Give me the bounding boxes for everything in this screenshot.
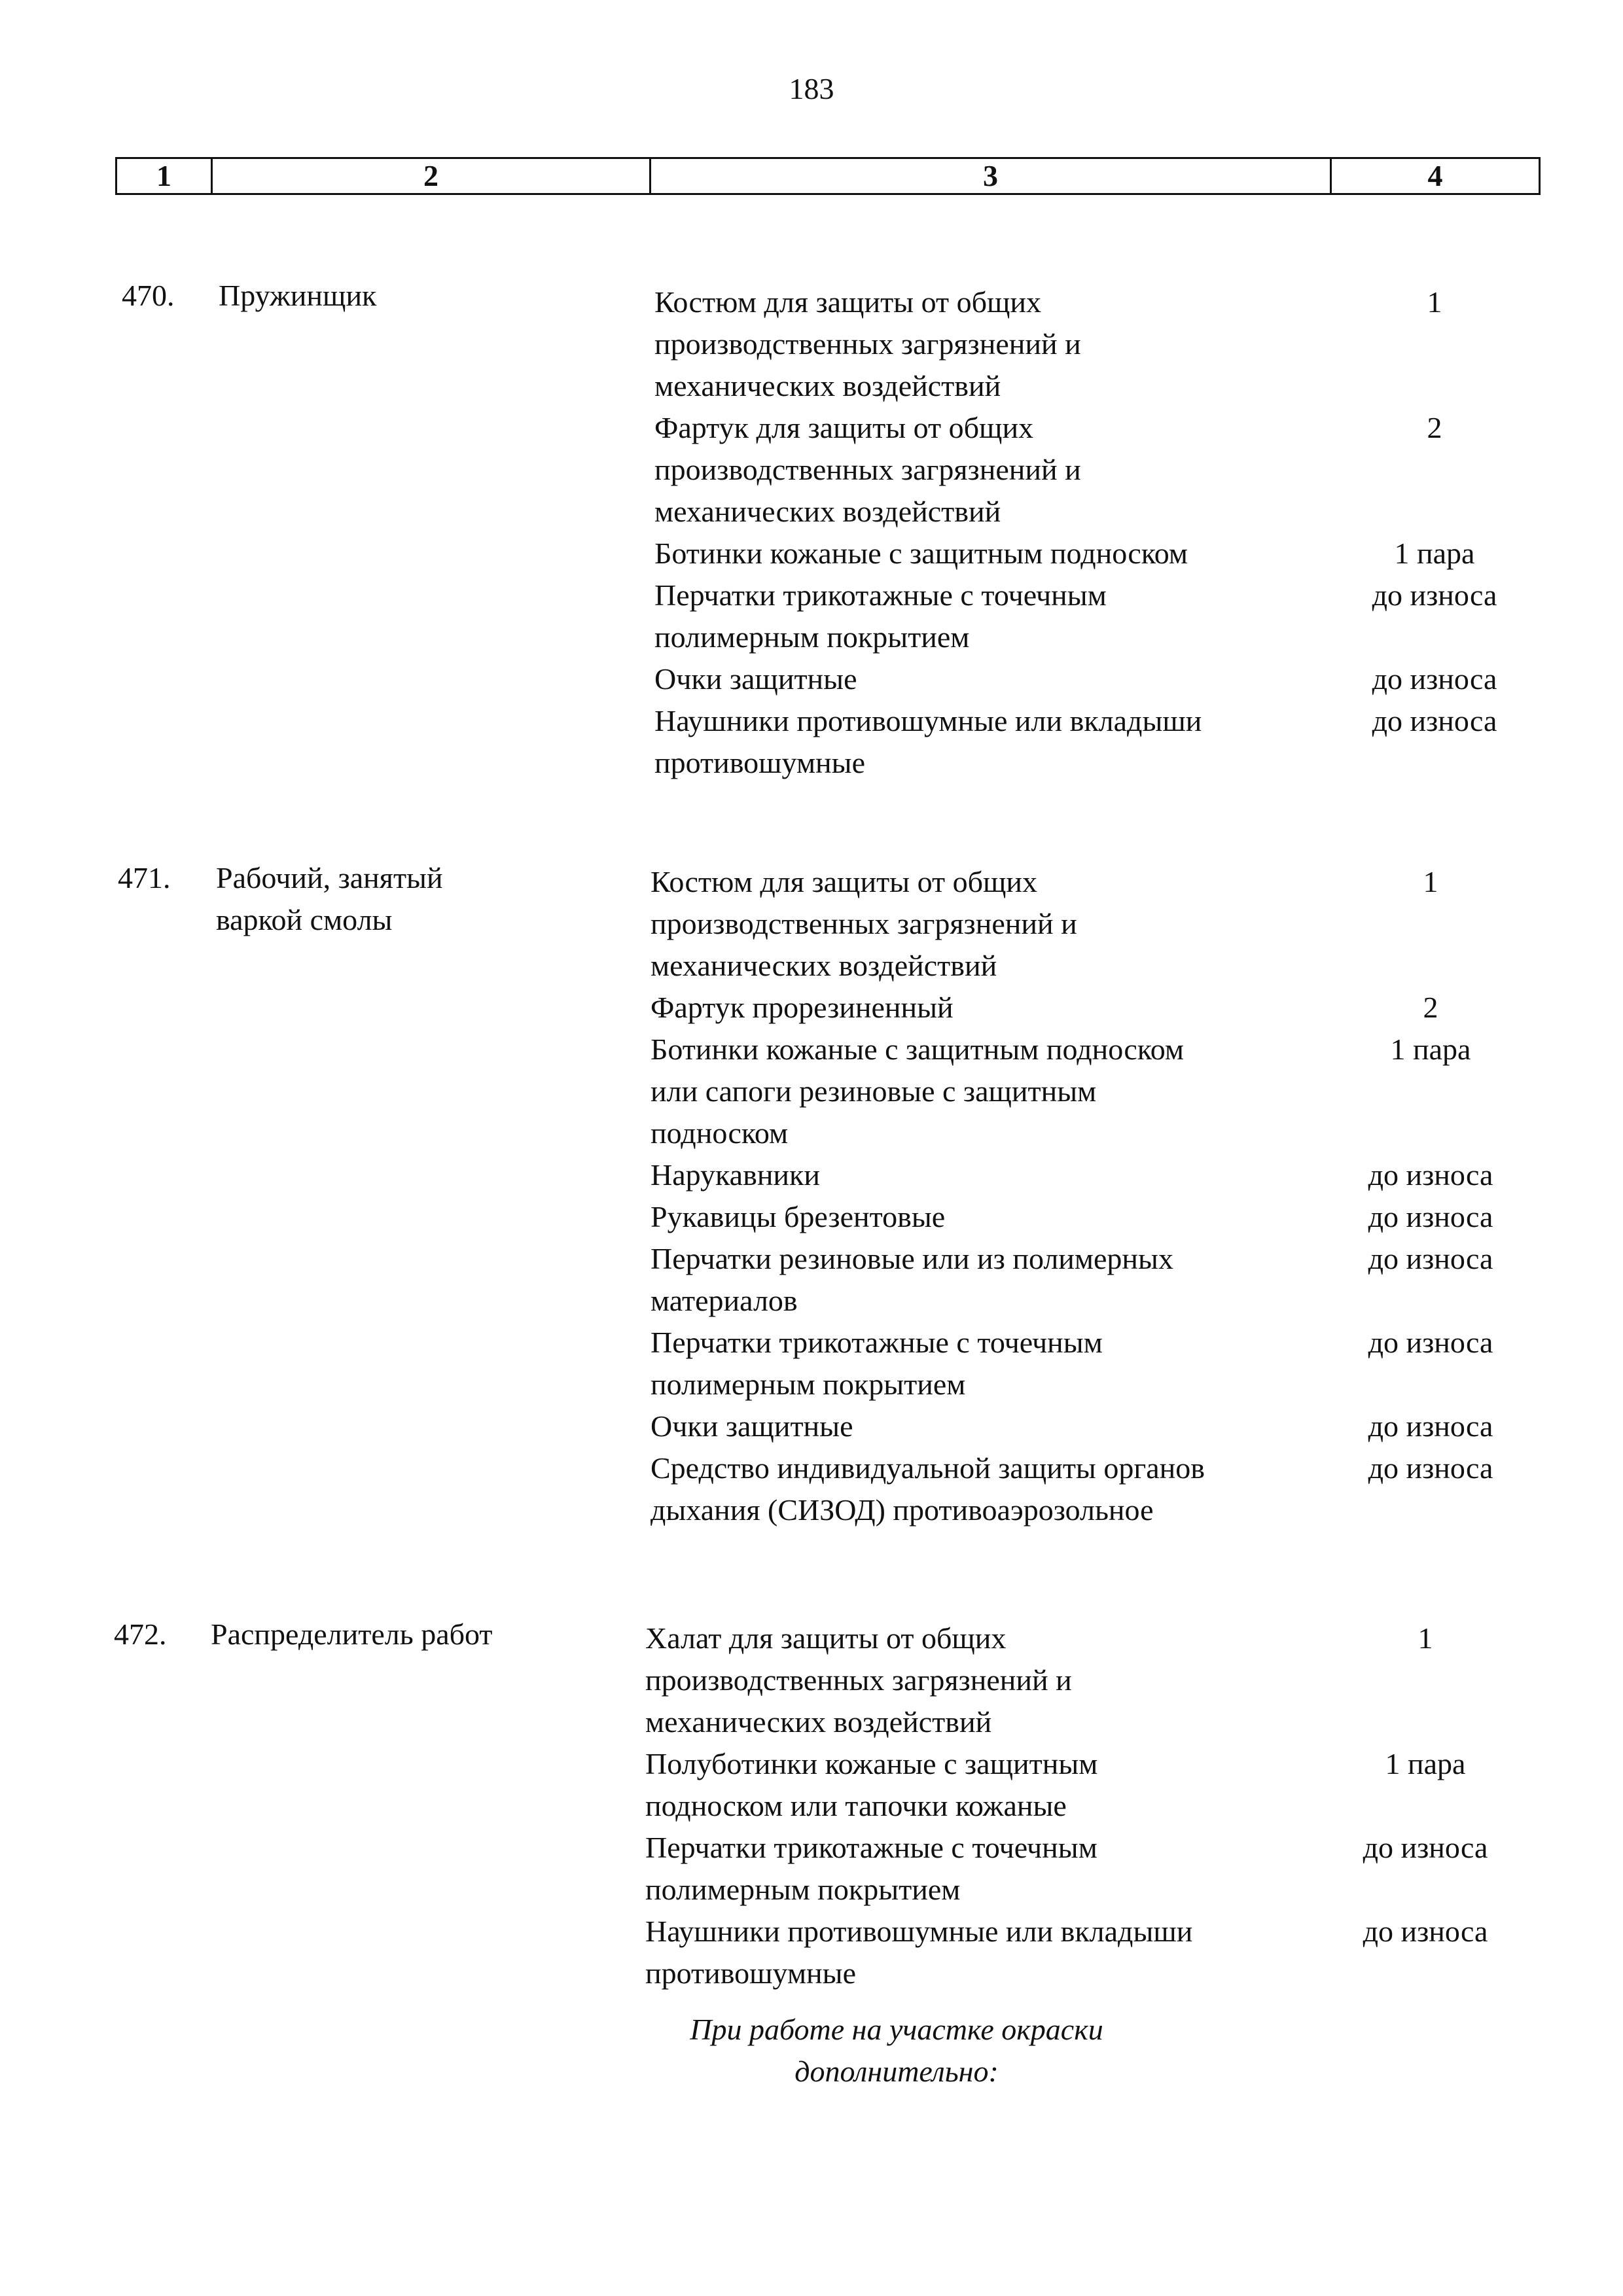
column-header-1: 1 bbox=[117, 159, 213, 193]
item-quantity: 1 пара bbox=[1385, 1747, 1466, 1780]
profession-name: Рабочий, занятый варкой смолы bbox=[216, 861, 443, 936]
item-list bbox=[654, 281, 1616, 784]
list-item bbox=[654, 658, 1616, 700]
list-item bbox=[654, 700, 1616, 784]
item-quantity: до износа bbox=[1368, 1409, 1493, 1443]
profession-name: Пружинщик bbox=[219, 279, 377, 312]
item-quantity: до износа bbox=[1368, 1158, 1493, 1192]
column-header-3: 3 bbox=[651, 159, 1332, 193]
list-item bbox=[651, 987, 1613, 1029]
list-item bbox=[654, 574, 1616, 658]
list-item bbox=[654, 281, 1616, 407]
item-quantity: 1 bbox=[1418, 1621, 1433, 1655]
item-quantity: до износа bbox=[1368, 1451, 1493, 1485]
item-name: Полуботинки кожаные с защитным подноском или тапочки кожаные bbox=[645, 1747, 1098, 1822]
item-name: Костюм для защиты от общих производственных загрязнений и механических воздействий bbox=[651, 865, 1077, 982]
list-item bbox=[651, 1322, 1613, 1405]
list-item bbox=[651, 1447, 1613, 1531]
item-quantity: 1 пара bbox=[1390, 1033, 1471, 1066]
item-quantity: до износа bbox=[1372, 662, 1497, 696]
item-name: Нарукавники bbox=[651, 1158, 821, 1192]
item-quantity: 1 bbox=[1427, 285, 1442, 319]
item-quantity: до износа bbox=[1372, 704, 1497, 737]
item-quantity: до износа bbox=[1363, 1915, 1488, 1948]
item-name: Халат для защиты от общих производственных загрязнений и механических воздействий bbox=[645, 1621, 1072, 1739]
list-item bbox=[651, 1238, 1613, 1322]
list-item bbox=[651, 1405, 1613, 1447]
item-quantity: до износа bbox=[1368, 1242, 1493, 1275]
item-name: Перчатки трикотажные с точечным полимерным покрытием bbox=[645, 1831, 1097, 1906]
list-item bbox=[654, 533, 1616, 574]
item-name: Костюм для защиты от общих производственных загрязнений и механических воздействий bbox=[654, 285, 1081, 402]
item-name: Наушники противошумные или вкладыши противошумные bbox=[654, 704, 1202, 779]
item-name: Фартук прорезиненный bbox=[651, 991, 954, 1024]
item-name: Очки защитные bbox=[654, 662, 857, 696]
item-name: Наушники противошумные или вкладыши противошумные bbox=[645, 1915, 1193, 1990]
column-header-2: 2 bbox=[213, 159, 651, 193]
item-list bbox=[645, 1617, 1607, 1994]
list-item bbox=[651, 1154, 1613, 1196]
item-name: Ботинки кожаные с защитным подноском или сапоги резиновые с защитным подноском bbox=[651, 1033, 1185, 1150]
list-item bbox=[651, 1029, 1613, 1154]
profession-name: Распределитель работ bbox=[211, 1617, 493, 1651]
list-item bbox=[651, 861, 1613, 987]
item-quantity: до износа bbox=[1363, 1831, 1488, 1864]
entry-number: 470. bbox=[122, 279, 175, 312]
page-number: 183 bbox=[789, 72, 834, 105]
column-header-4: 4 bbox=[1427, 159, 1443, 192]
item-quantity: до износа bbox=[1372, 578, 1497, 612]
item-name: Средство индивидуальной защиты органов дыхания (СИЗОД) противоаэрозольное bbox=[651, 1451, 1205, 1527]
item-name: Перчатки трикотажные с точечным полимерным покрытием bbox=[651, 1326, 1103, 1401]
item-quantity: 1 пара bbox=[1394, 537, 1475, 570]
list-item bbox=[651, 1196, 1613, 1238]
item-list bbox=[651, 861, 1613, 1531]
entry-number: 472. bbox=[114, 1617, 167, 1651]
item-name: Фартук для защиты от общих производственных загрязнений и механических воздействий bbox=[654, 411, 1081, 528]
item-quantity: до износа bbox=[1368, 1326, 1493, 1359]
item-quantity: 2 bbox=[1423, 991, 1438, 1024]
additional-note: При работе на участке окраски дополнительно: bbox=[690, 2013, 1103, 2088]
item-name: Рукавицы брезентовые bbox=[651, 1200, 946, 1233]
item-quantity: 1 bbox=[1423, 865, 1438, 898]
column-header-table bbox=[115, 157, 1541, 195]
list-item bbox=[645, 1617, 1607, 1743]
item-quantity: 2 bbox=[1427, 411, 1442, 444]
list-item bbox=[645, 1911, 1607, 1994]
list-item bbox=[645, 1743, 1607, 1827]
list-item bbox=[645, 1827, 1607, 1911]
entry-number: 471. bbox=[118, 861, 171, 894]
item-name: Перчатки резиновые или из полимерных материалов bbox=[651, 1242, 1173, 1317]
item-name: Перчатки трикотажные с точечным полимерным покрытием bbox=[654, 578, 1107, 654]
item-name: Ботинки кожаные с защитным подноском bbox=[654, 537, 1188, 570]
item-quantity: до износа bbox=[1368, 1200, 1493, 1233]
list-item bbox=[654, 407, 1616, 533]
item-name: Очки защитные bbox=[651, 1409, 853, 1443]
